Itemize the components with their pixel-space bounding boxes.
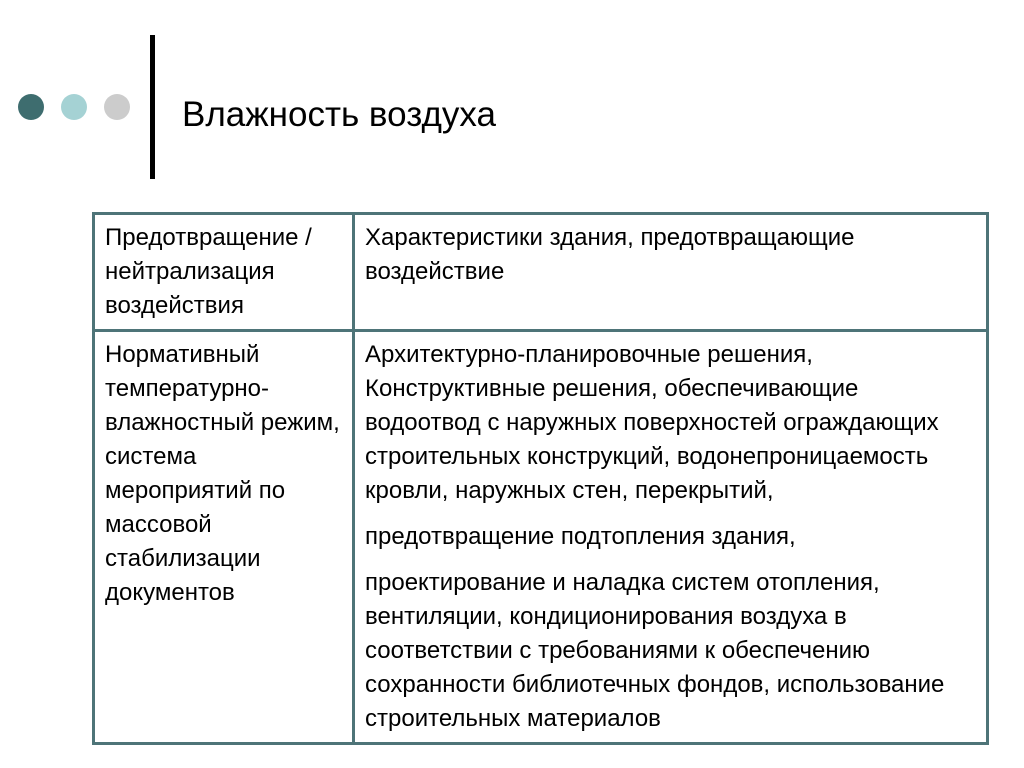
table-row [94, 331, 988, 744]
content-table [92, 212, 989, 745]
table-header-row [94, 214, 988, 331]
header-cell-prevention: Предотвращение /нейтрализация воздействия [94, 214, 354, 331]
measure-paragraph: проектирование и наладка систем отопления, вентиляции, кондиционирования воздуха в соответствии с требованиями к обеспечению сохранности библиотечных фондов, использование строительных материалов [365, 569, 945, 732]
cell-regime: Нормативный температурно-влажностный режим, система мероприятий по массовой стабилизации документов [94, 331, 354, 744]
decorative-dot-light [61, 94, 87, 120]
decorative-dot-gray [104, 94, 130, 120]
slide-title: Влажность воздуха [182, 95, 496, 134]
measure-paragraph: предотвращение подтопления здания, [365, 523, 796, 550]
cell-building-measures [354, 331, 988, 744]
header-cell-building-characteristics: Характеристики здания, предотвращающие воздействие [354, 214, 988, 331]
measure-paragraph: Архитектурно-планировочные решения, Конструктивные решения, обеспечивающие водоотвод с наружных поверхностей ограждающих строительных конструкций, водонепроницаемость кровли, наружных стен, перекрытий, [365, 341, 939, 504]
title-divider-bar [150, 35, 155, 179]
decorative-dot-dark [18, 94, 44, 120]
